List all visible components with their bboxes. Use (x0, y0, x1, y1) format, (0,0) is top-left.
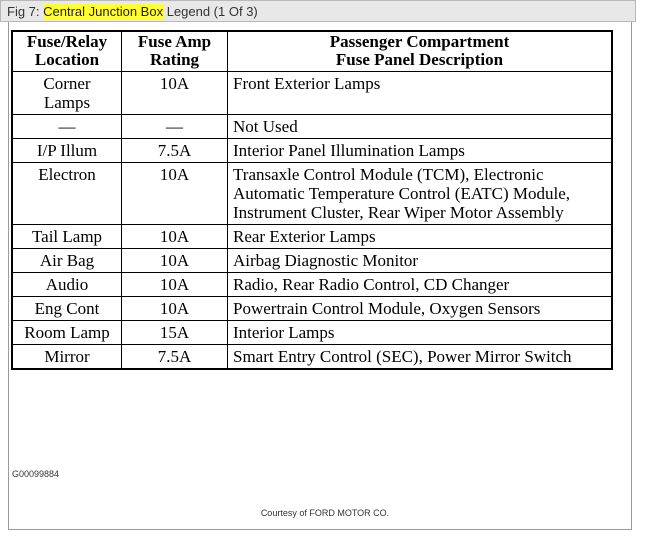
table-row (12, 139, 612, 163)
header-location-line1: Fuse/Relay (26, 32, 108, 51)
table-row (12, 225, 612, 249)
cell-description: Airbag Diagnostic Monitor (228, 249, 613, 273)
figure-caption-bar (0, 0, 636, 22)
fuse-legend-table (11, 30, 613, 370)
courtesy-note: Courtesy of FORD MOTOR CO. (260, 508, 390, 518)
caption-prefix: Fig 7: (7, 4, 44, 19)
cell-rating: 10A (122, 72, 228, 115)
header-rating-line2: Rating (149, 50, 200, 69)
cell-location: Room Lamp (12, 321, 122, 345)
cell-rating: 10A (122, 297, 228, 321)
cell-description: Not Used (228, 115, 613, 139)
cell-rating: 15A (122, 321, 228, 345)
cell-description: Rear Exterior Lamps (228, 225, 613, 249)
cell-location: I/P Illum (12, 139, 122, 163)
cell-rating: 7.5A (122, 139, 228, 163)
cell-location: Eng Cont (12, 297, 122, 321)
table-row (12, 345, 612, 370)
table-row (12, 321, 612, 345)
cell-description: Powertrain Control Module, Oxygen Sensors (228, 297, 613, 321)
table-row (12, 297, 612, 321)
header-description (228, 31, 613, 72)
table-header-row (12, 31, 612, 72)
cell-rating: — (122, 115, 228, 139)
table-row (12, 115, 612, 139)
cell-rating: 10A (122, 273, 228, 297)
caption-highlight: Central Junction Box (43, 4, 164, 19)
cell-rating: 10A (122, 249, 228, 273)
cell-rating: 7.5A (122, 345, 228, 370)
cell-location: Electron (12, 163, 122, 225)
cell-description: Smart Entry Control (SEC), Power Mirror Switch (228, 345, 613, 370)
caption-suffix: Legend (1 Of 3) (163, 4, 258, 19)
table-row (12, 72, 612, 115)
cell-location: Tail Lamp (12, 225, 122, 249)
table-row (12, 249, 612, 273)
cell-location: — (12, 115, 122, 139)
table-row (12, 163, 612, 225)
cell-location: Air Bag (12, 249, 122, 273)
header-rating-line1: Fuse Amp (137, 32, 212, 51)
cell-description: Front Exterior Lamps (228, 72, 613, 115)
header-rating (122, 31, 228, 72)
cell-location: Corner Lamps (12, 72, 122, 115)
cell-description: Transaxle Control Module (TCM), Electronic Automatic Temperature Control (EATC) Module, Instrument Cluster, Rear Wiper Motor Assembly (228, 163, 613, 225)
header-description-line2: Fuse Panel Description (335, 50, 504, 69)
cell-description: Interior Lamps (228, 321, 613, 345)
cell-description: Interior Panel Illumination Lamps (228, 139, 613, 163)
header-description-line1: Passenger Compartment (329, 32, 510, 51)
table-row (12, 273, 612, 297)
cell-rating: 10A (122, 225, 228, 249)
cell-location: Audio (12, 273, 122, 297)
header-location (12, 31, 122, 72)
figure-code: G00099884 (12, 469, 60, 479)
cell-location: Mirror (12, 345, 122, 370)
cell-description: Radio, Rear Radio Control, CD Changer (228, 273, 613, 297)
cell-rating: 10A (122, 163, 228, 225)
header-location-line2: Location (34, 50, 100, 69)
